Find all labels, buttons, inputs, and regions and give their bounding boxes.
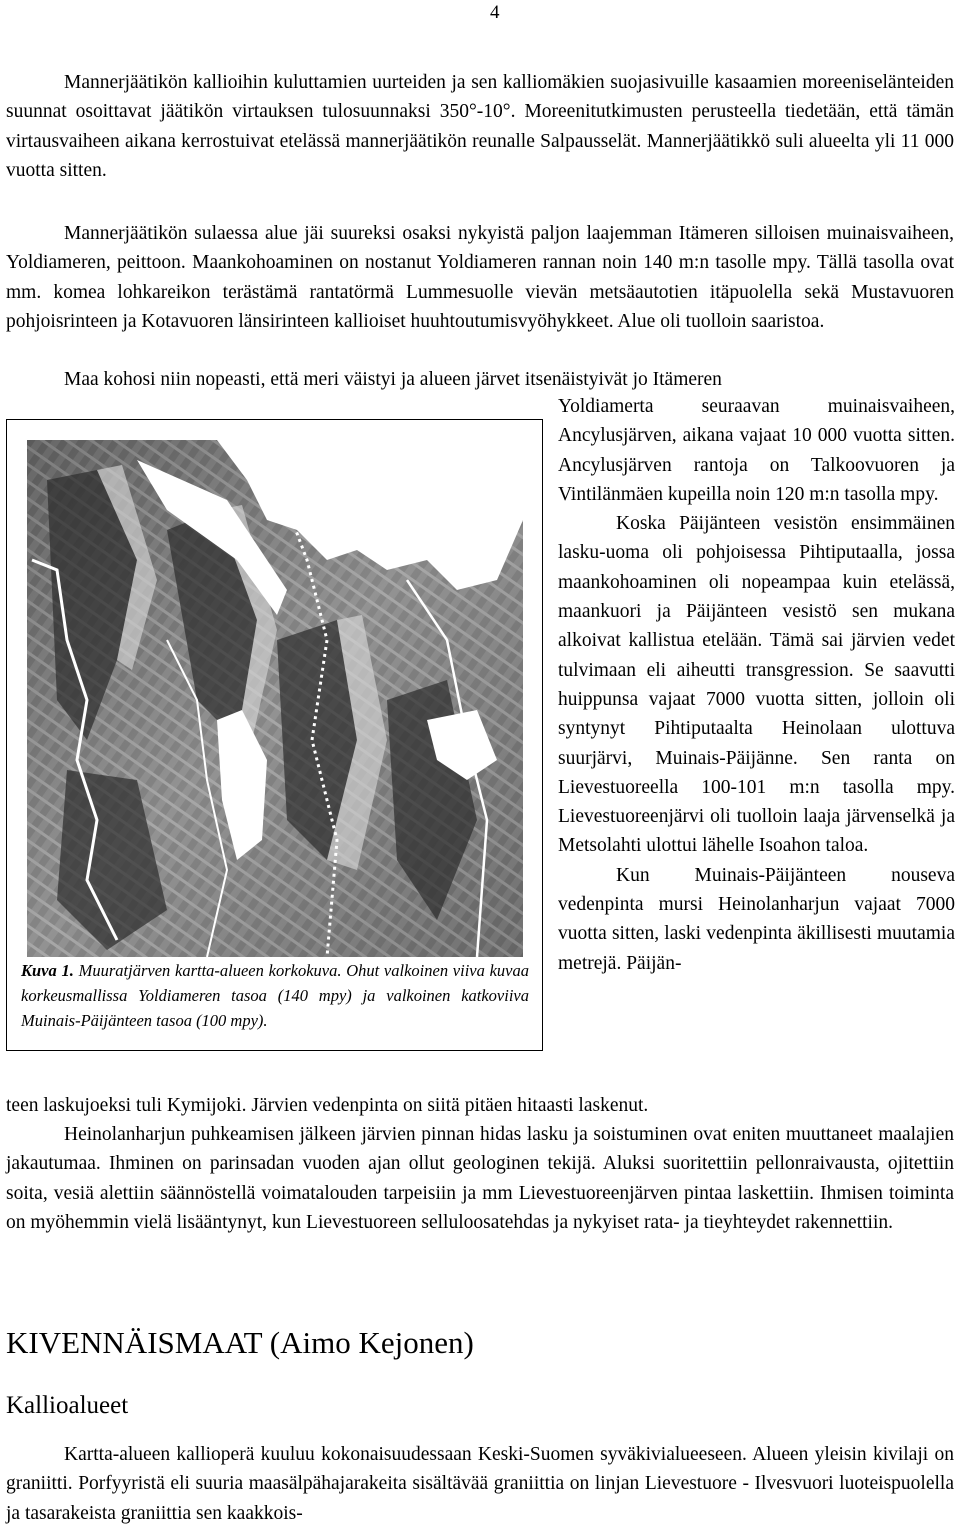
subsection-heading-bedrock: Kallioalueet: [6, 1392, 129, 1419]
text-column-right: [558, 392, 955, 978]
paragraph-paijanne-transgression: Koska Päijänteen vesistön ensimmäinen lasku-uoma oli pohjoisessa Pihtiputaalla, jossa maankohoaminen oli nopeampaa kuin etelässä, maankuori ja Päijänteen vesistö sen mukana alkoivat kallistua etelään. Tämä sai järvien vedet tulvimaan eli aiheutti transgression. Se saavutti huippunsa vajaat 7000 vuotta sitten, jolloin oli syntynyt Pihtiputaalta Heinolaan ulottuva suurjärvi, Muinais-Päijänne. Sen ranta on Lievestuoreella 100-101 m:n tasolla mpy. Lievestuoreenjärvi oli tuolloin laaja järvenselkä ja Metsolahti ulottui lähelle Isoahon taloa.: [558, 513, 955, 857]
paragraph-yoldia-sea: Mannerjäätikön sulaessa alue jäi suureksi osaksi nykyistä paljon laajemman Itämeren silloisen muinaisvaiheen, Yoldiameren, peittoon. Maankohoaminen on nostanut Yoldiameren rannan noin 140 m:n tasolle mpy. Tällä tasolla ovat mm. komea lohkareikon terästämä rantatörmä Lummesuolle vievän metsäautotien itäpuolella sekä Mustavuoren pohjoisrinteen ja Kotavuoren länsirinteen kallioiset huuhtoutumisvyöhykkeet. Alue oli tuolloin saaristoa.: [6, 223, 954, 332]
figure-label: Kuva 1.: [21, 961, 74, 980]
section-heading-minerals: KIVENNÄISMAAT (Aimo Kejonen): [6, 1325, 474, 1360]
page-number: 4: [490, 2, 500, 23]
figure-caption: [21, 958, 529, 1033]
paragraph-land-uplift: Maa kohosi niin nopeasti, että meri väistyi ja alueen järvet itsenäistyivät jo Itämeren: [64, 369, 722, 390]
paragraph-heinola-ridge: Kun Muinais-Päijänteen nouseva vedenpinta mursi Heinolanharjun vajaat 7000 vuotta sitten, laski vedenpinta äkillisesti muutamia metrejä. Päijän-: [558, 864, 955, 974]
paragraph-kymijoki: teen laskujoeksi tuli Kymijoki. Järvien vedenpinta on siitä pitäen hitaasti laskenut.: [6, 1095, 649, 1116]
paragraph-human-influence: Heinolanharjun puhkeamisen jälkeen järvien pinnan hidas lasku ja soistuminen ovat eniten muuttaneet maalajien jakautumaa. Ihminen on parinsadan vuoden ajan ollut geologinen tekijä. Aluksi suoritettiin pellonraivausta, ojitettiin soita, vesiä alettiin säännöstellä voimatalouden tarpeisiin ja mm Lievestuoreenjärven pintaa laskettiin. Ihmisen toiminta on myöhemmin vielä lisääntynyt, kun Lievestuoreen selluloosatehdas ja nykyiset rata- ja tieyhteydet rakennettiin.: [6, 1124, 954, 1233]
paragraph-ancylus-lake: Yoldiamerta seuraavan muinaisvaiheen, Ancylusjärven, aikana vajaat 10 000 vuotta sitten. Ancylusjärven rantoja on Talkoovuoren ja Vintilänmäen kupeilla noin 120 m:n tasolla mpy.: [558, 396, 955, 505]
paragraph-ice-flow: Mannerjäätikön kallioihin kuluttamien uurteiden ja sen kalliomäkien suojasivuille kasaamien moreeniselänteiden suunnat osoittavat jäätikön virtauksen tulosuunnaksi 350°-10°. Moreenitutkimusten perusteella tiedetään, että tämän virtausvaiheen aikana kerrostuivat etelässä mannerjäätikön reunalle Salpausselät. Mannerjäätikkö suli alueelta yli 11 000 vuotta sitten.: [6, 72, 954, 181]
paragraph-bedrock: Kartta-alueen kallioperä kuuluu kokonaisuudessaan Keski-Suomen syväkivialueeseen. Alueen yleisin kivilaji on graniitti. Porfyyristä eli suuria maasälpähajarakeita sisältävää graniittia on linjan Lievestuore - Ilvesvuori luoteispuolella ja tasarakeista graniittia sen kaakkois-: [6, 1444, 954, 1524]
figure-box: [6, 419, 543, 1051]
relief-map-image: [27, 440, 523, 957]
figure-caption-text: Muuratjärven kartta-alueen korkokuva. Ohut valkoinen viiva kuvaa korkeusmallissa Yoldiameren tasoa (140 mpy) ja valkoinen katkoviiva Muinais-Päijänteen tasoa (100 mpy).: [21, 961, 529, 1030]
